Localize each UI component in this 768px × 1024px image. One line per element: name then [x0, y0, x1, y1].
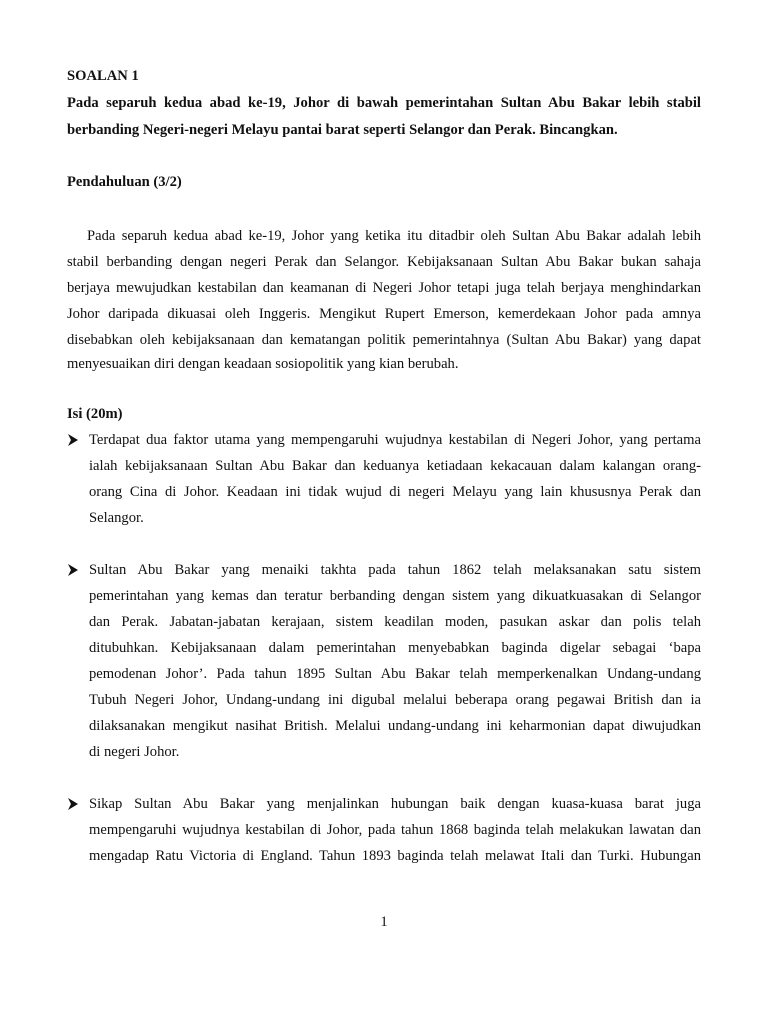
bullet-2-line-3: dan Perak. Jabatan-jabatan kerajaan, sistem keadilan moden, pasukan askar dan polis telah — [89, 614, 701, 630]
intro-line-2: stabil berbanding dengan negeri Perak dan Selangor. Kebijaksanaan Sultan Abu Bakar bukan sahaja — [67, 254, 701, 270]
bullet-2-line-6: Tubuh Negeri Johor, Undang-undang ini digubal melalui beberapa orang pegawai British dan ia — [89, 692, 701, 708]
question-label: SOALAN 1 — [67, 68, 139, 84]
arrow-bullet-icon — [67, 564, 79, 576]
arrow-bullet-icon — [67, 798, 79, 810]
page-number: 1 — [380, 914, 388, 930]
bullet-2-line-7: dilaksanakan mengikut nasihat British. Melalui undang-undang ini keharmonian dapat diwujudkan — [89, 718, 701, 734]
bullet-2-line-5: pemodenan Johor’. Pada tahun 1895 Sultan Abu Bakar telah memperkenalkan Undang-undang — [89, 666, 701, 682]
intro-line-4: Johor daripada dikuasai oleh Inggeris. Mengikut Rupert Emerson, kemerdekaan Johor pada amnya — [67, 306, 701, 322]
body-heading: Isi (20m) — [67, 406, 123, 422]
intro-line-1: Pada separuh kedua abad ke-19, Johor yang ketika itu ditadbir oleh Sultan Abu Bakar adalah lebih — [87, 228, 701, 244]
question-line-2: berbanding Negeri-negeri Melayu pantai barat seperti Selangor dan Perak. Bincangkan. — [67, 122, 618, 138]
intro-line-5: disebabkan oleh kebijaksanaan dan kematangan politik pemerintahnya (Sultan Abu Bakar) yang dapat — [67, 332, 701, 348]
question-line-1: Pada separuh kedua abad ke-19, Johor di bawah pemerintahan Sultan Abu Bakar lebih stabil — [67, 95, 701, 111]
bullet-1-line-4: Selangor. — [89, 510, 144, 526]
bullet-2-line-4: ditubuhkan. Kebijaksanaan dalam pemerintahan menyebabkan baginda digelar sebagai ‘bapa — [89, 640, 701, 656]
bullet-3-line-2: mempengaruhi wujudnya kestabilan di Johor, pada tahun 1868 baginda telah melakukan lawatan dan — [89, 822, 701, 838]
bullet-2-line-8: di negeri Johor. — [89, 744, 180, 760]
intro-heading: Pendahuluan (3/2) — [67, 174, 182, 190]
bullet-2-line-1: Sultan Abu Bakar yang menaiki takhta pada tahun 1862 telah melaksanakan satu sistem — [89, 562, 701, 578]
arrow-bullet-icon — [67, 434, 79, 446]
intro-line-3: berjaya mewujudkan kestabilan dan keamanan di Negeri Johor tetapi juga telah berjaya menghindarkan — [67, 280, 701, 296]
bullet-3-line-3: mengadap Ratu Victoria di England. Tahun 1893 baginda telah melawat Itali dan Turki. Hubungan — [89, 848, 701, 864]
bullet-2-line-2: pemerintahan yang kemas dan teratur berbanding dengan sistem yang dikuatkuasakan di Selangor — [89, 588, 701, 604]
intro-line-6: menyesuaikan diri dengan keadaan sosiopolitik yang kian berubah. — [67, 356, 459, 372]
bullet-1-line-3: orang Cina di Johor. Keadaan ini tidak wujud di negeri Melayu yang lain khususnya Perak dan — [89, 484, 701, 500]
bullet-3-line-1: Sikap Sultan Abu Bakar yang menjalinkan hubungan baik dengan kuasa-kuasa barat juga — [89, 796, 701, 812]
bullet-1-line-1: Terdapat dua faktor utama yang mempengaruhi wujudnya kestabilan di Negeri Johor, yang pertama — [89, 432, 701, 448]
bullet-1-line-2: ialah kebijaksanaan Sultan Abu Bakar dan keduanya ketiadaan kekacauan dalam kalangan orang- — [89, 458, 701, 474]
